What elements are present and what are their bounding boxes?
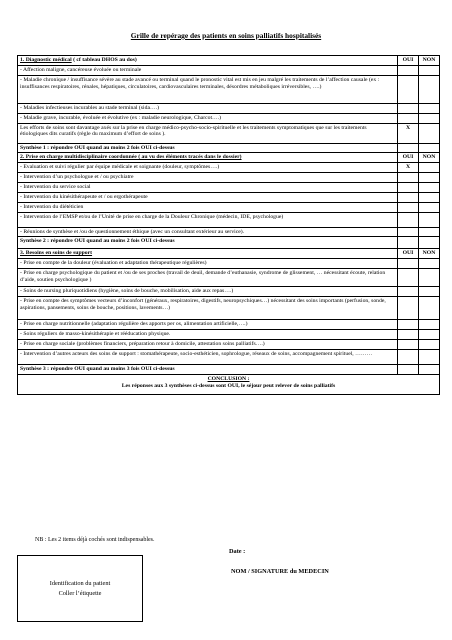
oui-checkbox-cell[interactable] [398, 287, 419, 297]
criterion-text: - Intervention de l’EMSP et/ou de l’Unité de prise en charge de la Douleur Chronique (médecin, IDE, psychologue) [18, 212, 398, 227]
criterion-text: Les efforts de soins sont davantage axés sur la prise en charge médico-psycho-socio-spirituelle et les traitements symptomatiques que sur les traitements étiologiques dits curatifs (règle du maximum d’effort de soins ). [18, 123, 398, 143]
oui-checkbox-cell[interactable] [398, 113, 419, 123]
criterion-row [18, 66, 440, 76]
synthese-row [18, 237, 440, 249]
synthese-non-cell[interactable] [419, 237, 440, 249]
section-heading [18, 249, 398, 259]
oui-checkbox-cell[interactable] [398, 183, 419, 193]
oui-checkbox-cell[interactable] [398, 269, 419, 287]
non-checkbox-cell[interactable] [419, 269, 440, 287]
non-checkbox-cell[interactable] [419, 113, 440, 123]
criterion-row [18, 349, 440, 364]
non-checkbox-cell[interactable] [419, 320, 440, 330]
criterion-row [18, 163, 440, 173]
oui-checkbox-cell[interactable] [398, 212, 419, 227]
oui-checkbox-cell[interactable]: X [398, 123, 419, 143]
section-heading [18, 56, 398, 66]
page-title: Grille de repérage des patients en soins palliatifs hospitalisés [130, 31, 322, 40]
non-checkbox-cell[interactable] [419, 212, 440, 227]
oui-checkbox-cell[interactable] [398, 75, 419, 103]
oui-checkbox-cell[interactable] [398, 66, 419, 76]
non-checkbox-cell[interactable] [419, 123, 440, 143]
non-checkbox-cell[interactable] [419, 202, 440, 212]
non-column-header: NON [419, 249, 440, 259]
screening-grid [17, 55, 440, 395]
criterion-text: - Maladies infectieuses incurables au stade terminal (sida….) [18, 103, 398, 113]
conclusion-text: Les réponses aux 3 synthèses ci-dessus sont OUI, le séjour peut relever de soins palliatifs [121, 382, 336, 389]
oui-column-header: OUI [398, 249, 419, 259]
oui-checkbox-cell[interactable] [398, 192, 419, 202]
non-checkbox-cell[interactable] [419, 349, 440, 364]
section-heading-title: 1. Diagnostic médical [20, 57, 72, 63]
section-heading-note: ( cf tableau DHOS au dos) [71, 57, 137, 63]
oui-checkbox-cell[interactable] [398, 103, 419, 113]
criterion-text: - Intervention du service social [18, 183, 398, 193]
criterion-text: - Intervention du diététicien [18, 202, 398, 212]
oui-checkbox-cell[interactable] [398, 227, 419, 237]
oui-checkbox-cell[interactable] [398, 320, 419, 330]
date-label: Date : [229, 548, 246, 555]
criterion-row [18, 339, 440, 349]
criterion-row [18, 269, 440, 287]
criterion-row [18, 173, 440, 183]
synthese-row [18, 143, 440, 153]
criterion-text: - Affection maligne, cancéreuse évoluée ou terminale [18, 66, 398, 76]
patient-id-box[interactable] [17, 555, 143, 622]
synthese-oui-cell[interactable] [398, 364, 419, 374]
non-checkbox-cell[interactable] [419, 227, 440, 237]
non-checkbox-cell[interactable] [419, 163, 440, 173]
criterion-row [18, 123, 440, 143]
non-checkbox-cell[interactable] [419, 173, 440, 183]
criterion-text: - Maladie grave, incurable, évoluée et évolutive (ex : maladie neurologique, Charcot….) [18, 113, 398, 123]
criterion-text: - Prise en charge nutritionnelle (adaptation régulière des apports per os, alimentation artificielle,….) [18, 320, 398, 330]
synthese-text: Synthèse 3 : répondre OUI quand au moins 3 fois OUI ci-dessus [18, 364, 398, 374]
criterion-row [18, 103, 440, 113]
criterion-row [18, 259, 440, 269]
non-checkbox-cell[interactable] [419, 339, 440, 349]
criterion-row [18, 202, 440, 212]
synthese-row [18, 364, 440, 374]
criterion-row [18, 320, 440, 330]
non-checkbox-cell[interactable] [419, 329, 440, 339]
oui-checkbox-cell[interactable] [398, 297, 419, 320]
section-header-row [18, 153, 440, 163]
non-checkbox-cell[interactable] [419, 66, 440, 76]
non-checkbox-cell[interactable] [419, 192, 440, 202]
non-checkbox-cell[interactable] [419, 287, 440, 297]
section-header-row [18, 56, 440, 66]
criterion-text: - Prise en compte de la douleur (évaluation et adaptation thérapeutique régulières) [18, 259, 398, 269]
synthese-oui-cell[interactable] [398, 143, 419, 153]
synthese-text: Synthèse 1 : répondre OUI quand au moins 2 fois OUI ci-dessus [18, 143, 398, 153]
patient-id-line2: Coller l’étiquette [58, 589, 102, 597]
criterion-text: - Prise en compte des symptômes vecteurs d’inconfort (généraux, respiratoires, digestifs, neuropsychiques…) nécessitant des soins importants (perfusion, sonde, aspirations, pansements, soins de bouche, positions, lavements…) [18, 297, 398, 320]
non-checkbox-cell[interactable] [419, 75, 440, 103]
oui-checkbox-cell[interactable]: X [398, 163, 419, 173]
criterion-row [18, 287, 440, 297]
criterion-row [18, 212, 440, 227]
non-checkbox-cell[interactable] [419, 183, 440, 193]
criterion-row [18, 297, 440, 320]
section-heading-title: 3. Besoins en soins de support [20, 250, 93, 257]
criterion-text: - Intervention d’autres acteurs des soins de support : stomathérapeute, socio-esthéticien, sophrologue, réseaux de soins, accompagnement spirituel, ……… [18, 349, 398, 364]
criterion-text: - Maladie chronique / insuffisance sévère au stade avancé ou terminal quand le pronostic vital est mis en jeu malgré les traitements de l’affection causale (ex : insuffisances respiratoires, rénales, hépatiques, circulatoires, cardiovasculaires terminales, désordres métaboliques irréversibles, ….) [18, 75, 398, 103]
criterion-text: - Intervention d’un psychologue et / ou psychiatre [18, 173, 398, 183]
non-column-header: NON [419, 153, 440, 163]
synthese-non-cell[interactable] [419, 143, 440, 153]
synthese-non-cell[interactable] [419, 364, 440, 374]
criterion-row [18, 183, 440, 193]
oui-checkbox-cell[interactable] [398, 259, 419, 269]
section-header-row [18, 249, 440, 259]
oui-checkbox-cell[interactable] [398, 202, 419, 212]
criterion-row [18, 75, 440, 103]
criterion-text: - Evaluation et suivi régulier par équipe médicale et soignante (douleur, symptômes….) [18, 163, 398, 173]
criterion-row [18, 227, 440, 237]
criterion-row [18, 113, 440, 123]
criterion-row [18, 192, 440, 202]
criterion-row [18, 329, 440, 339]
criterion-text: - Réunions de synthèse et /ou de questionnement éthique (avec un consultant extérieur au service). [18, 227, 398, 237]
criterion-text: - Prise en charge psychologique du patient et /ou de ses proches (travail de deuil, demande d’euthanasie, syndrome de glissement, … nécessitant écoute, relation d’aide, soutien psychologique ) [18, 269, 398, 287]
oui-checkbox-cell[interactable] [398, 329, 419, 339]
non-checkbox-cell[interactable] [419, 259, 440, 269]
oui-column-header: OUI [398, 56, 419, 66]
oui-checkbox-cell[interactable] [398, 339, 419, 349]
nb-note: NB : Les 2 items déjà cochés sont indispensables. [35, 537, 155, 543]
criterion-text: - Soins réguliers de masso-kinésithérapie et rééducation physique. [18, 329, 398, 339]
conclusion-cell [18, 374, 440, 394]
section-heading-title: 2. Prise en charge multidisciplinaire coordonnée ( au vu des éléments tracés dans le dossier) [20, 154, 242, 161]
oui-checkbox-cell[interactable] [398, 173, 419, 183]
non-column-header: NON [419, 56, 440, 66]
patient-id-line1: Identification du patient [49, 580, 111, 588]
synthese-text: Synthèse 2 : répondre OUI quand au moins 2 fois OUI ci-dessus [18, 237, 398, 249]
non-checkbox-cell[interactable] [419, 297, 440, 320]
section-heading [18, 153, 398, 163]
oui-column-header: OUI [398, 153, 419, 163]
criterion-text: - Intervention du kinésithérapeute et / ou ergothérapeute [18, 192, 398, 202]
synthese-oui-cell[interactable] [398, 237, 419, 249]
criterion-text: - Soins de nursing pluriquotidiens (hygiène, soins de bouche, mobilisation, aide aux repas….) [18, 287, 398, 297]
doctor-signature-label: NOM / SIGNATURE du MEDECIN [231, 568, 329, 575]
oui-checkbox-cell[interactable] [398, 349, 419, 364]
criterion-text: - Prise en charge sociale (problèmes financiers, préparation retour à domicile, attestation soins palliatifs….) [18, 339, 398, 349]
conclusion-row [18, 374, 440, 394]
non-checkbox-cell[interactable] [419, 103, 440, 113]
conclusion-title: CONCLUSION : [207, 375, 250, 382]
